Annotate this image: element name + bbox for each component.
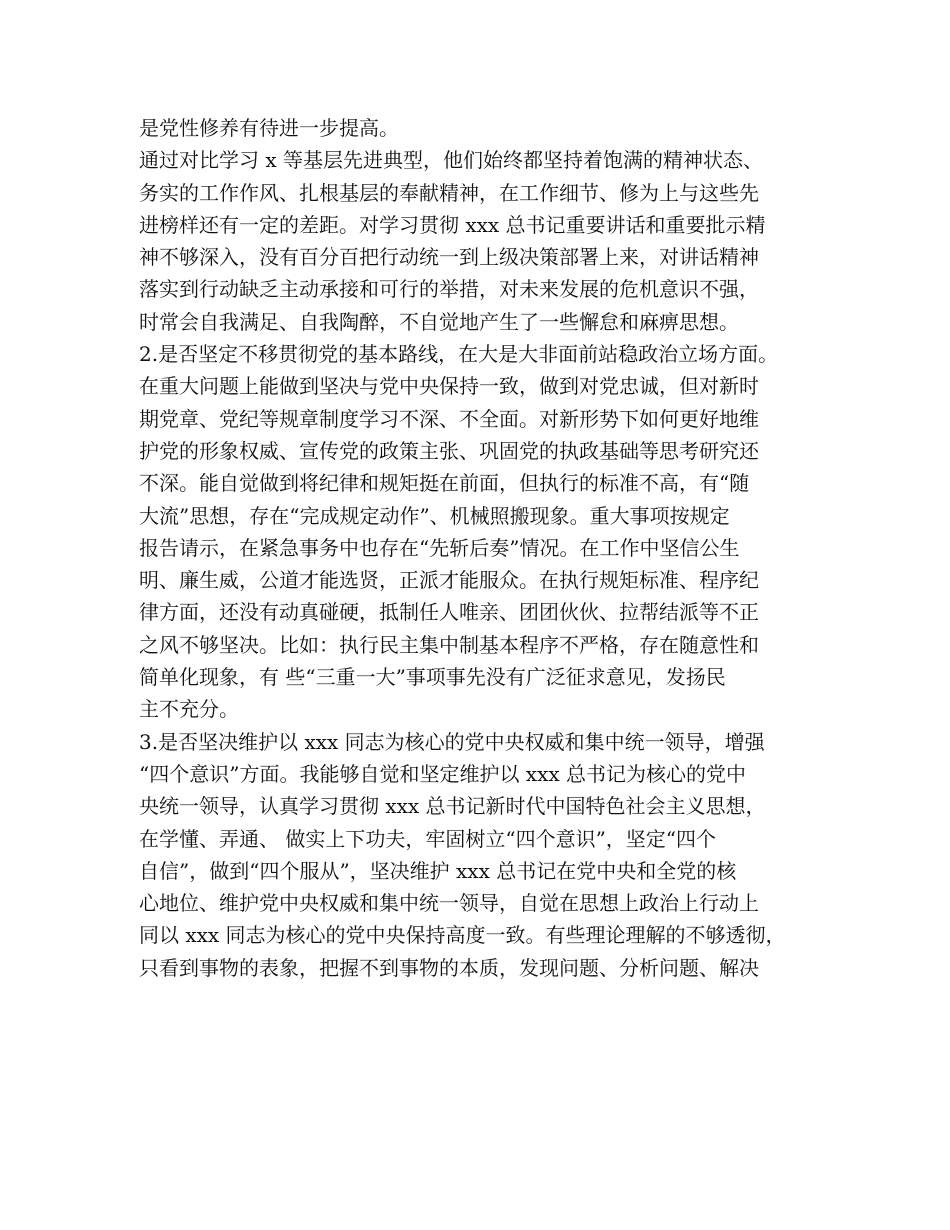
text-line: 在学懂、弄通、 做实上下功夫，牢固树立“四个意识”，坚定“四个 [139, 826, 717, 851]
text-line: 时常会自我满足、自我陶醉，不自觉地产生了一些懈怠和麻痹思想。 [139, 309, 739, 334]
text-line: 护党的形象权威、宣传党的政策主张、巩固党的执政基础等思考研究还 [139, 438, 759, 463]
text-line: 之风不够坚决。比如：执行民主集中制基本程序不严格，存在随意性和 [139, 632, 759, 657]
text-line: 央统一领导，认真学习贯彻 xxx 总书记新时代中国特色社会主义思想， [139, 794, 766, 819]
text-line: 主不充分。 [139, 697, 239, 722]
text-line: 通过对比学习 x 等基层先进典型，他们始终都坚持着饱满的精神状态、 [139, 148, 763, 173]
text-line: 神不够深入，没有百分百把行动统一到上级决策部署上来，对讲话精神 [139, 245, 759, 270]
text-line: 简单化现象，有 些“三重一大”事项事先没有广泛征求意见，发扬民 [139, 665, 726, 690]
text-line: 律方面，还没有动真碰硬，抵制任人唯亲、团团伙伙、拉帮结派等不正 [139, 600, 759, 625]
text-line: “四个意识”方面。我能够自觉和坚定维护以 xxx 总书记为核心的党中 [139, 761, 747, 786]
text-line: 务实的工作作风、扎根基层的奉献精神，在工作细节、修为上与这些先 [139, 180, 759, 205]
text-line: 大流”思想，存在“完成规定动作”、机械照搬现象。重大事项按规定 [139, 503, 730, 528]
text-line: 进榜样还有一定的差距。对学习贯彻 xxx 总书记重要讲话和重要批示精 [139, 212, 766, 237]
text-line: 期党章、党纪等规章制度学习不深、不全面。对新形势下如何更好地维 [139, 406, 759, 431]
text-line: 心地位、维护党中央权威和集中统一领导，自觉在思想上政治上行动上 [139, 891, 759, 916]
text-line: 报告请示，在紧急事务中也存在“先斩后奏”情况。在工作中坚信公生 [139, 535, 740, 560]
document-body [139, 112, 839, 984]
text-line: 3.是否坚决维护以 xxx 同志为核心的党中央权威和集中统一领导，增强 [139, 729, 765, 754]
text-line: 同以 xxx 同志为核心的党中央保持高度一致。有些理论理解的不够透彻， [139, 923, 786, 948]
text-line: 明、廉生威，公道才能选贤，正派才能服众。在执行规矩标准、程序纪 [139, 568, 759, 593]
text-line: 只看到事物的表象，把握不到事物的本质，发现问题、分析问题、解决 [139, 955, 759, 980]
text-line: 是党性修养有待进一步提高。 [139, 116, 399, 140]
text-line: 落实到行动缺乏主动承接和可行的举措，对未来发展的危机意识不强， [139, 277, 759, 302]
text-line: 2.是否坚定不移贯彻党的基本路线，在大是大非面前站稳政治立场方面。 [139, 342, 779, 367]
text-line: 自信”，做到“四个服从”，坚决维护 xxx 总书记在党中央和全党的核 [139, 858, 737, 883]
text-line: 在重大问题上能做到坚决与党中央保持一致，做到对党忠诚，但对新时 [139, 374, 759, 399]
text-line: 不深。能自觉做到将纪律和规矩挺在前面，但执行的标准不高，有“随 [139, 471, 750, 496]
